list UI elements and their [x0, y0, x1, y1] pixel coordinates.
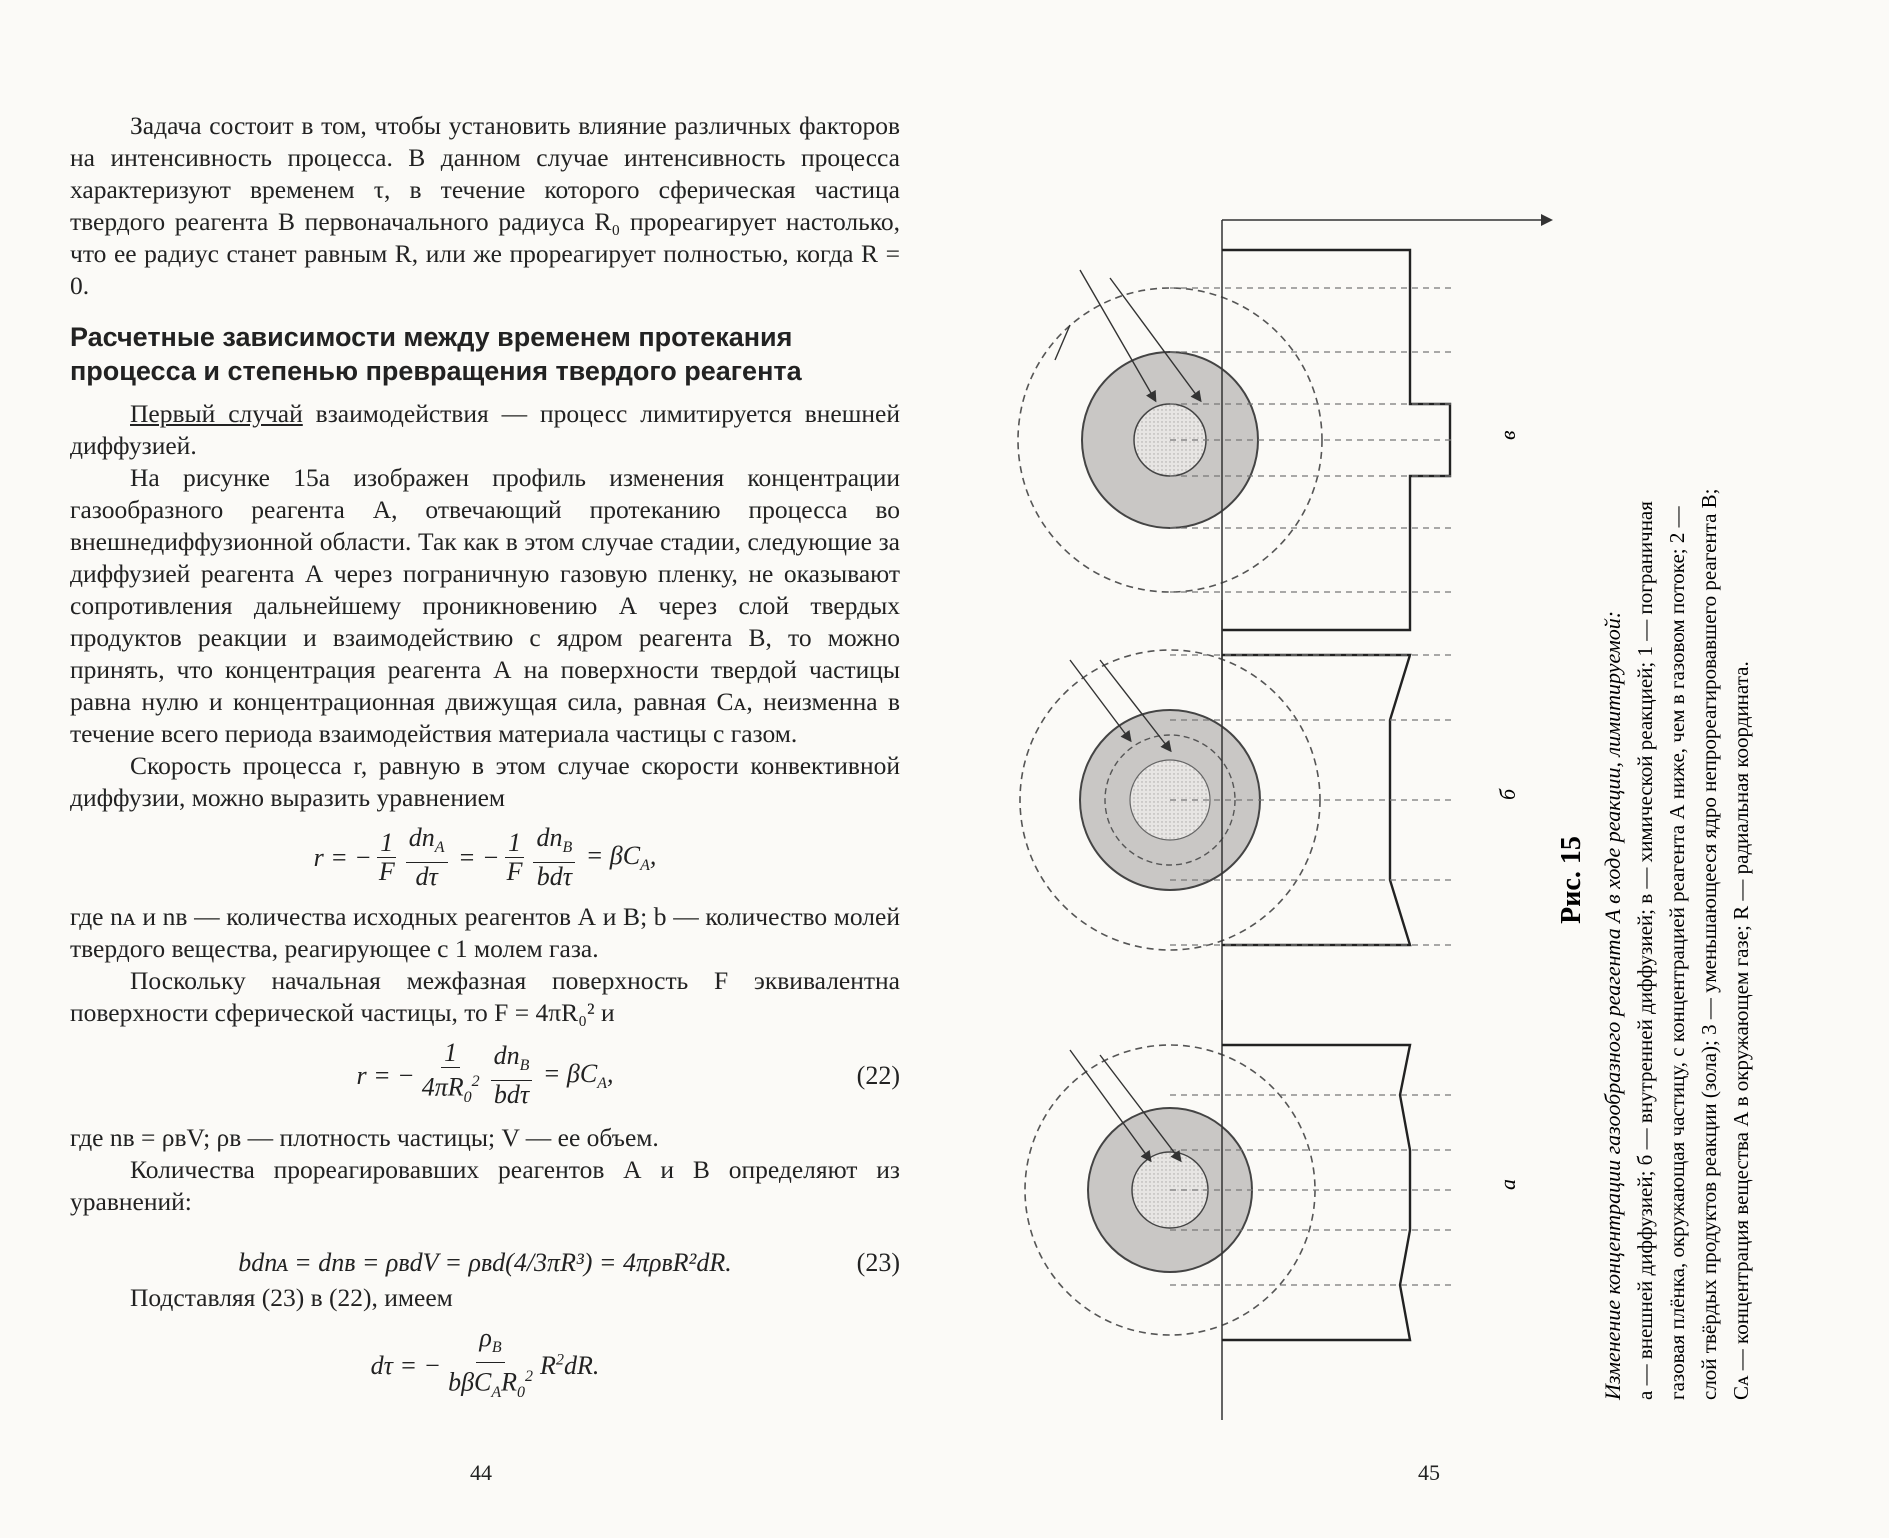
caption-line-1: а — внешней диффузией; б — внутренней диффузией; в — химической реакцией; 1 — пограничная — [1633, 501, 1657, 1400]
caption-line-4: Cᴀ — концентрация вещества А в окружающем газе; R — радиальная координата. — [1729, 661, 1753, 1400]
figure-reference-paragraph: На рисунке 15а изображен профиль изменения концентрации газообразного реагента А, отвечающий протеканию процесса во внешнедиффузионной области. Так как в этом случае стадии, следующие за диффузией реагента А через пограничную газовую пленку, не оказывают сопротивления дальнейшему проникновению А через слой твердых продуктов реакции и взаимодействию с ядром реагента В, то можно принять, что концентрация реагента А на поверхности твердой частицы равна нулю и концентрационная движущая сила, равная Cᴀ, неизменна в течение всего периода взаимодействия материала частицы с газом. — [70, 463, 900, 748]
section-heading: Расчетные зависимости между временем протекания процесса и степенью превращения твердого реагента — [70, 322, 802, 386]
surface-paragraph: Поскольку начальная межфазная поверхность F эквивалентна поверхности сферической частицы, то F = 4πR₀² и — [70, 966, 900, 1028]
rate-equation: r = − $\frac{1}{F}$ $\frac{dn_A}{d\tau}$ = − $\frac{1}{F}$ $\frac{dn_B}{\text{bdτ}}$ = $\beta C_A$, — [313, 823, 657, 892]
figure-subtitle: Изменение концентрации газообразного реагента А в ходе реакции, лимитируемой: — [1600, 610, 1625, 1400]
quantities-paragraph: Количества прореагировавших реагентов А и В определяют из уравнений: — [70, 1155, 900, 1217]
case-text: взаимодействия — процесс лимитируется внешней диффузией. — [70, 399, 900, 460]
panel-b-label: б — [1495, 788, 1520, 800]
density-paragraph: где nʙ = ρʙV; ρʙ — плотность частицы; V — ее объем. — [70, 1123, 659, 1153]
figure-15 — [960, 100, 1860, 1500]
case-label: Первый случай — [130, 399, 303, 428]
intro-paragraph: Задача состоит в том, чтобы установить влияние различных факторов на интенсивность процесса. В данном случае интенсивность процесса характеризуют временем τ, в течение которого сферическая частица твердого реагента В первоначального радиуса R₀ прореагирует настолько, что ее радиус станет равным R, или же прореагирует полностью, когда R = 0. — [70, 111, 900, 300]
rate-paragraph: Скорость процесса r, равную в этом случае скорости конвективной диффузии, можно выразить уравнением — [70, 751, 900, 812]
definitions-paragraph: где nᴀ и nʙ — количества исходных реагентов А и В; b — количество молей твердого вещества, реагирующее с 1 молем газа. — [70, 902, 900, 964]
figure-title: Рис. 15 — [1556, 836, 1587, 924]
case-paragraph — [70, 398, 900, 462]
equation-23-text: bdnᴀ = dnʙ = ρʙdV = ρʙd(4/3πR³) = 4πρʙR²dR. — [238, 1248, 732, 1278]
panel-b — [1020, 600, 1455, 1030]
equation-23-number: (23) — [856, 1248, 900, 1278]
substitution-paragraph: Подставляя (23) в (22), имеем — [130, 1283, 453, 1313]
figure-caption — [1556, 489, 1753, 1402]
caption-line-3: слой твёрдых продуктов реакции (зола); 3 — уменьшающееся ядро непрореагировавшего реагента В; — [1697, 488, 1721, 1400]
panel-v-label: в — [1495, 430, 1520, 440]
panel-a-label: а — [1495, 1179, 1520, 1190]
panel-v — [1018, 220, 1550, 690]
caption-line-2: газовая плёнка, окружающая частицу, с концентрацией реагента А ниже, чем в газовом потоке; 2 — — [1665, 506, 1689, 1400]
equation-22: r = − $\frac{1}{4\pi R_0^2}$ $\frac{dn_B}{\text{bdτ}}$ = $\beta C_A$, (22) — [356, 1038, 900, 1110]
panel-a — [1025, 1000, 1455, 1420]
equation-23 — [70, 1248, 900, 1278]
equation-22-number: (22) — [856, 1060, 900, 1090]
dtau-equation: dτ = − $\frac{\rho_B}{b\beta C_AR_0^2}$ $R^2dR$. — [370, 1323, 600, 1402]
left-page-number: 44 — [470, 1460, 492, 1485]
left-page — [70, 110, 900, 1417]
right-page-number: 45 — [1418, 1460, 1440, 1485]
